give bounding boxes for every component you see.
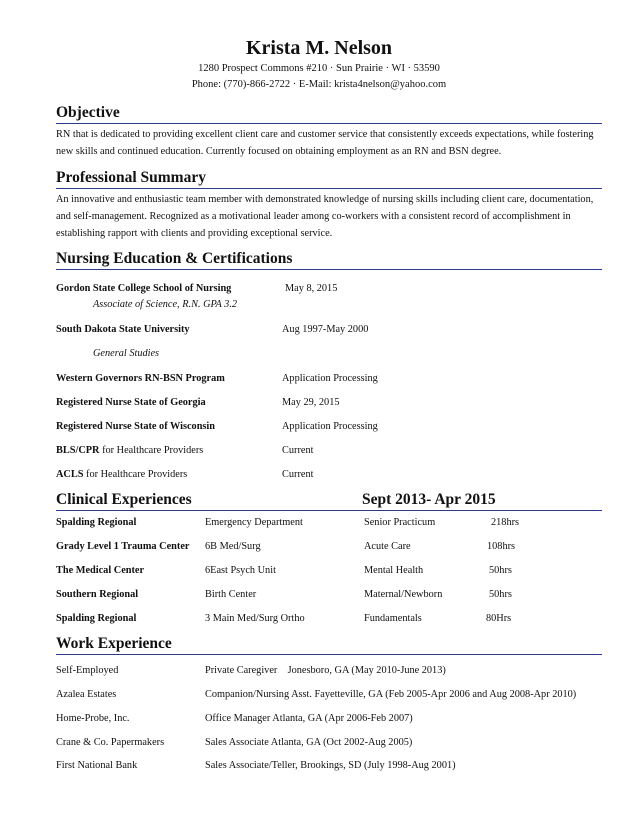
work-detail: Private Caregiver Jonesboro, GA (May 2010-June 2013) xyxy=(205,665,446,676)
clinical-course: Senior Practicum xyxy=(364,517,436,528)
section-divider xyxy=(56,123,602,124)
work-employer: Home-Probe, Inc. xyxy=(56,713,130,724)
clinical-unit: 6B Med/Surg xyxy=(205,541,261,552)
resume-header xyxy=(0,36,638,92)
section-divider xyxy=(56,510,602,511)
clinical-course: Mental Health xyxy=(364,565,424,576)
objective-section xyxy=(56,104,602,160)
address-line: 1280 Prospect Commons #210 · Sun Prairie · WI · 53590 xyxy=(198,63,440,74)
education-date: Aug 1997-May 2000 xyxy=(282,324,369,335)
work-employer: Self-Employed xyxy=(56,665,119,676)
certification-name: BLS/CPR xyxy=(56,445,100,456)
education-section xyxy=(56,250,602,270)
objective-text: RN that is dedicated to providing excellent client care and customer service that consistently exceeds expectations, while fostering new skills and continued education. Currently focused on obtaining employment as an RN and BSN degree. xyxy=(56,129,594,157)
clinical-site: The Medical Center xyxy=(56,565,145,576)
education-name: Registered Nurse State of Wisconsin xyxy=(56,421,216,432)
section-title-summary: Professional Summary xyxy=(56,169,206,186)
certification-name: ACLS xyxy=(56,469,84,480)
work-detail: Sales Associate/Teller, Brookings, SD (July 1998-Aug 2001) xyxy=(205,760,456,771)
work-detail: Sales Associate Atlanta, GA (Oct 2002-Aug 2005) xyxy=(205,737,413,748)
education-detail: General Studies xyxy=(93,348,160,359)
work-detail: Companion/Nursing Asst. Fayetteville, GA (Feb 2005-Apr 2006 and Aug 2008-Apr 2010) xyxy=(205,689,577,700)
education-date: Application Processing xyxy=(282,421,378,432)
clinical-hours: 108hrs xyxy=(487,541,516,552)
clinical-hours: 50hrs xyxy=(489,589,512,600)
clinical-course: Acute Care xyxy=(364,541,411,552)
work-employer: Azalea Estates xyxy=(56,689,117,700)
clinical-site: Spalding Regional xyxy=(56,517,137,528)
section-divider xyxy=(56,654,602,655)
contact-line: Phone: (770)-866-2722 · E-Mail: krista4nelson@yahoo.com xyxy=(191,79,447,90)
clinical-course: Maternal/Newborn xyxy=(364,589,443,600)
clinical-unit: Emergency Department xyxy=(205,517,303,528)
candidate-name: Krista M. Nelson xyxy=(245,37,393,59)
certification-rest: for Healthcare Providers xyxy=(83,469,188,480)
section-divider xyxy=(56,269,602,270)
education-name: Western Governors RN-BSN Program xyxy=(56,373,225,384)
summary-section xyxy=(56,169,602,242)
education-name: Registered Nurse State of Georgia xyxy=(56,397,206,408)
education-date: May 8, 2015 xyxy=(285,283,338,294)
education-date: Current xyxy=(282,445,314,456)
clinical-site: Grady Level 1 Trauma Center xyxy=(56,541,190,552)
clinical-title: Clinical Experiences xyxy=(56,491,192,508)
education-name: Gordon State College School of Nursing xyxy=(56,283,232,294)
section-divider xyxy=(56,188,602,189)
clinical-dates: Sept 2013- Apr 2015 xyxy=(362,491,496,508)
section-title-work: Work Experience xyxy=(56,635,172,652)
clinical-course: Fundamentals xyxy=(364,613,422,624)
certification-item xyxy=(56,444,203,458)
education-detail: Associate of Science, R.N. GPA 3.2 xyxy=(93,299,238,310)
clinical-hours: 50hrs xyxy=(489,565,512,576)
clinical-site: Southern Regional xyxy=(56,589,139,600)
clinical-hours: 80Hrs xyxy=(486,613,512,624)
certification-item xyxy=(56,468,187,482)
education-date: Application Processing xyxy=(282,373,378,384)
clinical-site: Spalding Regional xyxy=(56,613,137,624)
education-date: Current xyxy=(282,469,314,480)
certification-rest: for Healthcare Providers xyxy=(99,445,204,456)
section-title-clinical xyxy=(56,491,602,510)
summary-text: An innovative and enthusiastic team member with demonstrated knowledge of nursing skills including client care, documentation, and self-management. Recognized as a motivational leader among co-workers with a consistent record of accomplishment in establishing rapport with clients and providing exceptional service. xyxy=(56,194,594,239)
section-title-objective: Objective xyxy=(56,104,120,121)
clinical-section xyxy=(56,491,602,511)
education-name: South Dakota State University xyxy=(56,324,190,335)
clinical-unit: 6East Psych Unit xyxy=(205,565,276,576)
education-date: May 29, 2015 xyxy=(282,397,340,408)
work-employer: Crane & Co. Papermakers xyxy=(56,737,165,748)
work-detail: Office Manager Atlanta, GA (Apr 2006-Feb 2007) xyxy=(205,713,413,724)
clinical-unit: 3 Main Med/Surg Ortho xyxy=(205,613,305,624)
work-employer: First National Bank xyxy=(56,760,138,771)
section-title-education: Nursing Education & Certifications xyxy=(56,250,293,267)
clinical-hours: 218hrs xyxy=(491,517,520,528)
clinical-unit: Birth Center xyxy=(205,589,257,600)
work-section xyxy=(56,635,602,655)
